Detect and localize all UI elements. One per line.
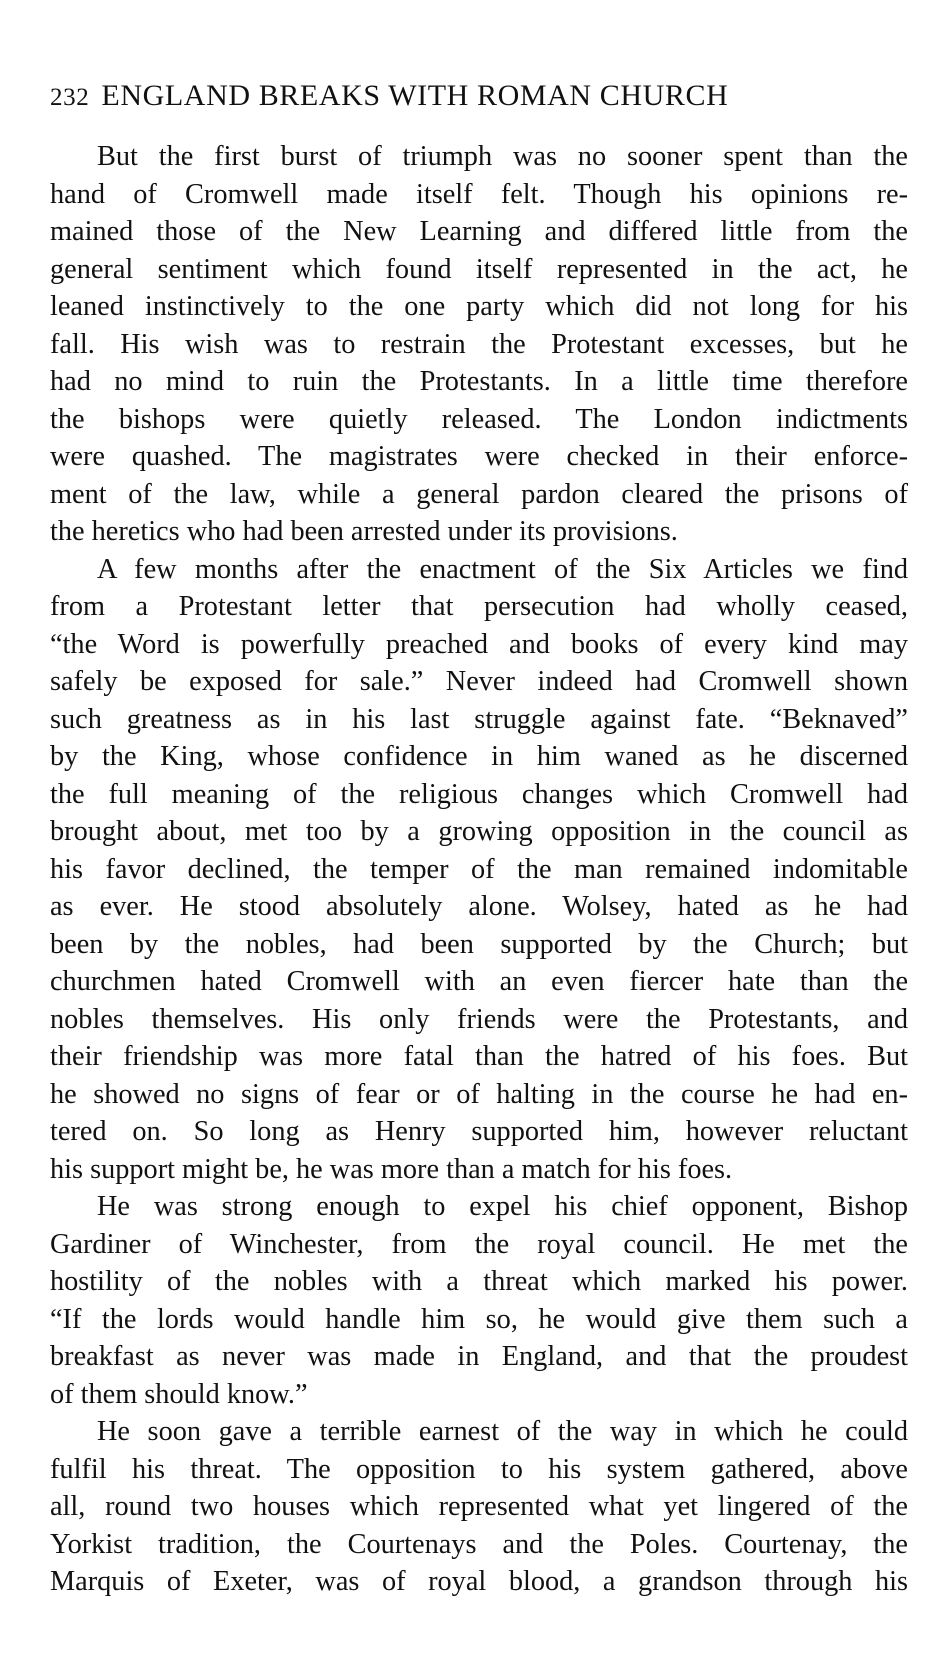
text-line: the full meaning of the religious changes which Cromwell had <box>50 778 908 810</box>
text-line: But the first burst of triumph was no sooner spent than the <box>97 141 908 172</box>
text-line: all, round two houses which represented what yet lingered of the <box>50 1491 908 1522</box>
text-line: ment of the law, while a general pardon cleared the prisons of <box>50 478 908 510</box>
running-title: ENGLAND BREAKS WITH ROMAN CHURCH <box>101 79 729 112</box>
text-line: He was strong enough to expel his chief opponent, Bishop <box>97 1191 908 1222</box>
text-line: mained those of the New Learning and differed little from the <box>50 216 908 247</box>
text-line: of them should know.” <box>50 1378 308 1410</box>
text-line: “If the lords would handle him so, he would give them such a <box>50 1303 908 1335</box>
text-line: had no mind to ruin the Protestants. In a little time therefore <box>50 366 908 397</box>
text-line: hostility of the nobles with a threat which marked his power. <box>50 1266 908 1297</box>
text-line: nobles themselves. His only friends were the Protestants, and <box>50 1003 908 1035</box>
text-line: fulfil his threat. The opposition to his system gathered, above <box>50 1453 908 1485</box>
text-line: such greatness as in his last struggle against fate. “Beknaved” <box>50 703 908 735</box>
running-head <box>50 76 910 118</box>
text-line: as ever. He stood absolutely alone. Wolsey, hated as he had <box>50 891 908 922</box>
text-line: leaned instinctively to the one party which did not long for his <box>50 291 908 322</box>
text-line: breakfast as never was made in England, and that the proudest <box>50 1341 908 1372</box>
text-line: the heretics who had been arrested under its provisions. <box>50 516 678 547</box>
text-line: his support might be, he was more than a match for his foes. <box>50 1153 733 1185</box>
text-line: He soon gave a terrible earnest of the way in which he could <box>97 1416 908 1447</box>
text-line: his favor declined, the temper of the man remained indomitable <box>50 853 908 885</box>
text-line: Yorkist tradition, the Courtenays and the Poles. Courtenay, the <box>50 1528 908 1560</box>
page-number: 232 <box>50 84 90 111</box>
text-line: safely be exposed for sale.” Never indeed had Cromwell shown <box>50 666 908 697</box>
body-text <box>50 138 908 1601</box>
text-line: their friendship was more fatal than the hatred of his foes. But <box>50 1041 908 1072</box>
text-line: by the King, whose confidence in him waned as he discerned <box>50 741 908 772</box>
text-line: general sentiment which found itself represented in the act, he <box>50 253 908 285</box>
text-line: Gardiner of Winchester, from the royal council. He met the <box>50 1228 908 1260</box>
text-line: been by the nobles, had been supported by the Church; but <box>50 928 908 960</box>
text-line: the bishops were quietly released. The London indictments <box>50 403 908 435</box>
text-line: “the Word is powerfully preached and books of every kind may <box>50 628 908 660</box>
text-line: from a Protestant letter that persecution had wholly ceased, <box>50 591 908 622</box>
text-line: tered on. So long as Henry supported him, however reluctant <box>50 1116 908 1147</box>
text-line: fall. His wish was to restrain the Protestant excesses, but he <box>50 328 908 360</box>
text-line: A few months after the enactment of the Six Articles we find <box>97 553 908 585</box>
text-line: Marquis of Exeter, was of royal blood, a grandson through his <box>50 1566 908 1597</box>
text-line: churchmen hated Cromwell with an even fiercer hate than the <box>50 966 908 997</box>
text-line: he showed no signs of fear or of halting in the course he had en- <box>50 1078 908 1110</box>
text-line: brought about, met too by a growing opposition in the council as <box>50 816 908 847</box>
text-line: were quashed. The magistrates were checked in their enforce- <box>50 441 908 472</box>
text-line: hand of Cromwell made itself felt. Though his opinions re- <box>50 178 908 210</box>
